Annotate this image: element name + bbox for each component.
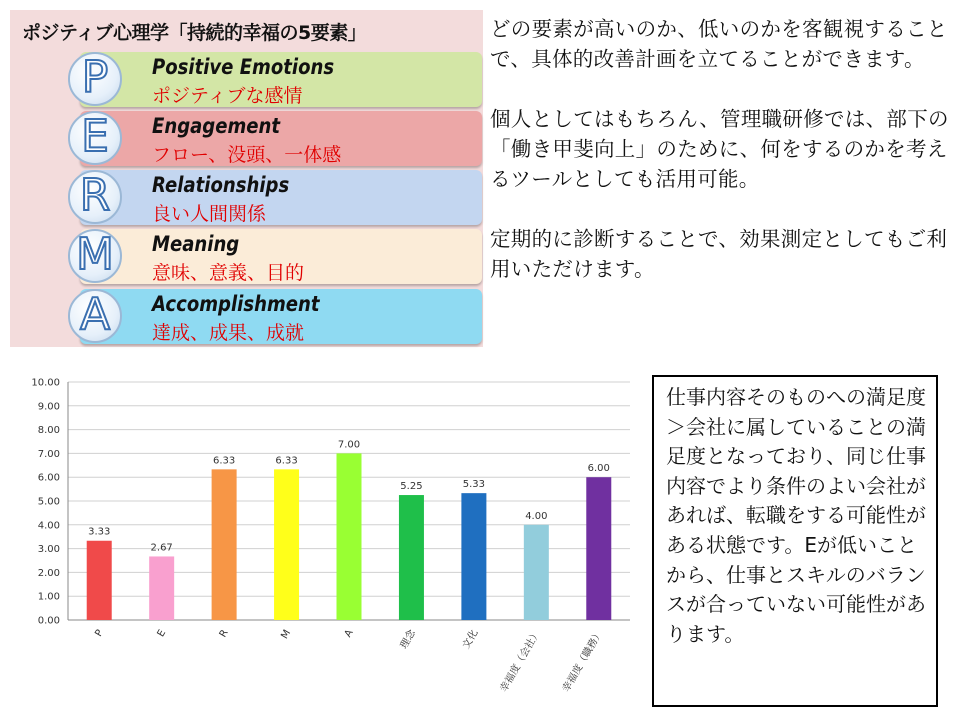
perma-letter: A <box>79 289 111 340</box>
perma-row-m <box>76 229 482 284</box>
x-tick-label: E <box>155 628 169 639</box>
bar-value-label: 5.25 <box>400 481 423 493</box>
perma-letter: R <box>79 170 111 221</box>
perma-jp-label: ポジティブな感情 <box>152 85 303 107</box>
score-bar-chart <box>12 360 640 710</box>
perma-row-a <box>80 289 482 344</box>
perma-title: ポジティブ心理学「持続的幸福の5要素」 <box>22 22 367 44</box>
bar-value-label: 5.33 <box>462 479 486 491</box>
bar-value-label: 6.00 <box>587 463 610 475</box>
bar-5 <box>337 453 362 620</box>
bar-9 <box>586 477 611 620</box>
y-tick-label: 5.00 <box>37 496 60 508</box>
perma-name: Accomplishment <box>152 292 320 316</box>
y-tick-label: 6.00 <box>37 472 60 484</box>
bar-value-label: 2.67 <box>150 542 173 554</box>
y-tick-label: 2.00 <box>37 567 60 579</box>
x-tick-label: 文化 <box>460 628 481 651</box>
perma-jp-label: フロー、没頭、一体感 <box>152 144 342 166</box>
bar-value-label: 7.00 <box>337 439 361 451</box>
perma-jp-label: 良い人間関係 <box>152 203 267 225</box>
bar-7 <box>461 493 486 620</box>
y-tick-label: 8.00 <box>37 425 60 437</box>
perma-row-p <box>80 52 482 107</box>
bar-2 <box>149 556 174 620</box>
description-paragraph-3: 定期的に診断することで、効果測定としてもご利用いただけます。 <box>490 227 948 281</box>
x-tick-label: M <box>279 628 294 641</box>
perma-jp-label: 意味、意義、目的 <box>152 262 305 284</box>
bar-value-label: 6.33 <box>275 455 298 467</box>
bar-3 <box>212 469 237 620</box>
x-tick-label: 理念 <box>398 628 419 651</box>
perma-letter: M <box>76 229 114 280</box>
perma-row-e <box>80 111 482 166</box>
y-tick-label: 10.00 <box>31 377 60 389</box>
bar-value-label: 3.33 <box>88 526 111 538</box>
perma-row-r <box>80 170 482 225</box>
analysis-note-box <box>652 375 938 707</box>
bar-8 <box>524 525 549 620</box>
x-tick-label: A <box>342 628 356 640</box>
perma-jp-label: 達成、成果、成就 <box>152 322 305 344</box>
x-tick-label: 幸福度（職務） <box>560 628 606 695</box>
perma-name: Positive Emotions <box>152 55 335 79</box>
description-text <box>490 14 950 314</box>
perma-name: Meaning <box>152 232 240 256</box>
bar-1 <box>87 541 112 620</box>
perma-letter: E <box>81 111 109 162</box>
x-tick-label: P <box>93 628 106 639</box>
y-tick-label: 9.00 <box>37 401 60 413</box>
perma-letter: P <box>81 52 109 103</box>
y-tick-label: 4.00 <box>37 520 60 532</box>
x-tick-label: R <box>217 628 231 640</box>
analysis-note-text: 仕事内容そのものへの満足度＞会社に属していることの満足度となっており、同じ仕事内容でより条件のよい会社があれば、転職をする可能性がある状態です。Eが低いことから、仕事とスキルのバランスが合っていない可能性があります。 <box>666 385 926 646</box>
x-tick-label: 幸福度（会社） <box>498 628 543 695</box>
bar-6 <box>399 495 424 620</box>
description-paragraph-2: 個人としてはもちろん、管理職研修では、部下の「働き甲斐向上」のために、何をするのかを考えるツールとしても活用可能。 <box>490 107 949 191</box>
bar-value-label: 6.33 <box>212 455 236 467</box>
y-tick-label: 3.00 <box>37 544 60 556</box>
y-tick-label: 7.00 <box>37 448 60 460</box>
bar-value-label: 4.00 <box>525 510 548 522</box>
perma-name: Engagement <box>152 114 281 138</box>
perma-panel <box>10 10 483 347</box>
y-tick-label: 1.00 <box>37 591 60 603</box>
perma-name: Relationships <box>152 173 290 197</box>
description-paragraph-1: どの要素が高いのか、低いのかを客観視することで、具体的改善計画を立てることができます。 <box>490 17 948 71</box>
bar-4 <box>274 469 299 620</box>
y-tick-label: 0.00 <box>37 615 60 627</box>
